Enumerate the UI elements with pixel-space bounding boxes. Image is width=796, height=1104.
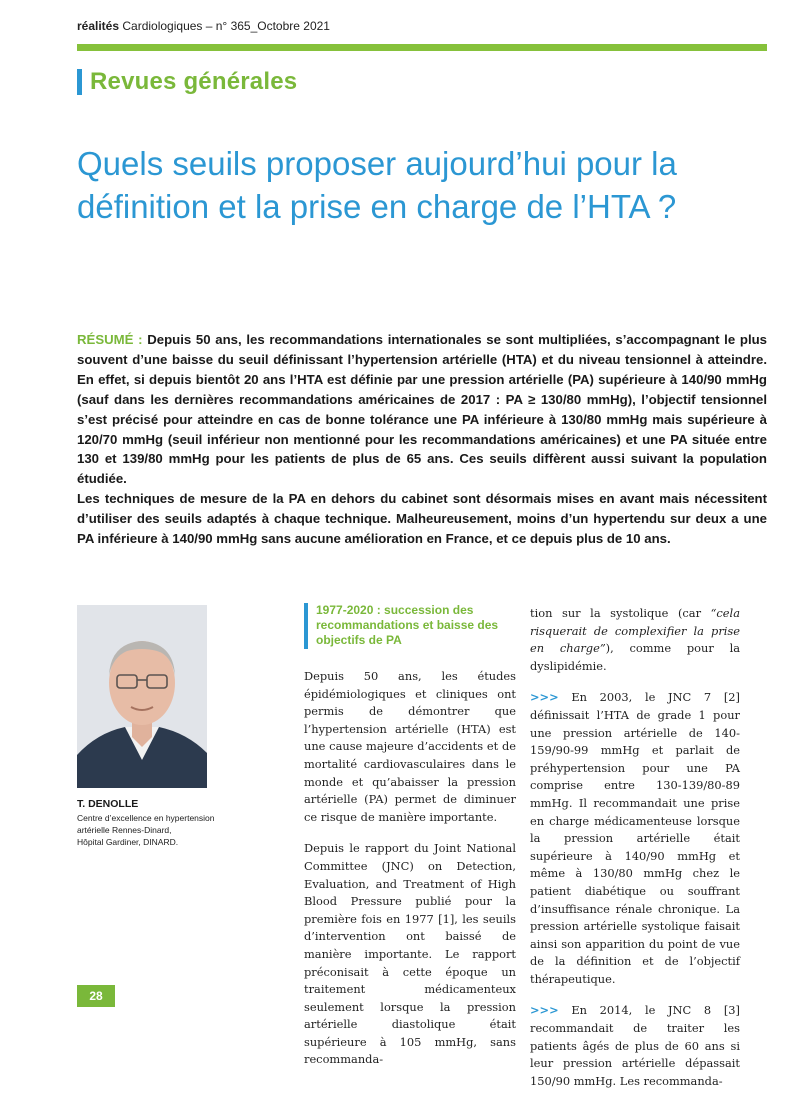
author-name: T. DENOLLE	[77, 798, 139, 810]
col2-paragraph-3	[530, 1002, 740, 1090]
abstract	[77, 330, 767, 549]
journal-name-bold: réalités	[77, 19, 120, 33]
col2-p1-start: tion sur la systolique (car	[530, 606, 711, 620]
author-block	[77, 798, 227, 848]
subheading-bar	[304, 603, 308, 649]
body-column-2	[530, 605, 740, 1104]
arrows-icon: >>>	[530, 1003, 559, 1018]
author-affiliation-2: Hôpital Gardiner, DINARD.	[77, 837, 179, 847]
abstract-paragraph-2: Les techniques de mesure de la PA en dehors du cabinet sont désormais mises en avant mais nécessitent d’utiliser des seuils adaptés à chaque technique. Malheureusement, moins d’un hypertendu sur deux a une PA inférieure à 140/90 mmHg sans aucune amélioration en France, et ce depuis plus de 10 ans.	[77, 491, 767, 547]
author-photo	[77, 605, 207, 788]
page-number: 28	[77, 985, 115, 1007]
col2-p3-text: En 2014, le JNC 8 [3] recommandait de traiter les patients âgés de plus de 60 ans si leur pression artérielle dépassait 150/90 mmHg. Les recommanda-	[530, 1003, 740, 1088]
author-portrait-illustration	[77, 605, 207, 788]
article-title: Quels seuils proposer aujourd’hui pour la définition et la prise en charge de l’HTA ?	[77, 145, 677, 225]
journal-header	[77, 19, 330, 33]
col2-paragraph-1	[530, 605, 740, 675]
col2-p2-text: En 2003, le JNC 7 [2] définissait l’HTA de grade 1 pour une pression artérielle de 140-159/90-99 mmHg et parlait de préhypertension pour une PA comprise entre 130-139/80-89 mmHg. Il recommandait une prise en charge médicamenteuse lorsque la pression artérielle était supérieure à 140/90 mmHg et même à 130/80 mmHg chez le patient diabétique ou souffrant d’insuffisance rénale chronique. La pression artérielle systolique faisait ainsi son apparition du point de vue de la définition et de l’objectif thérapeutique.	[530, 690, 740, 986]
body-column-1	[304, 668, 516, 1083]
col2-p1-end: ), comme pour la dyslipidémie.	[530, 641, 741, 673]
col1-paragraph-2: Depuis le rapport du Joint National Committee (JNC) on Detection, Evaluation, and Treatment of High Blood Pressure publié pour la première fois en 1977 [1], les seuils d’intervention ont baissé de manière importante. Le rapport préconisait à cette époque un traitement médicamenteux seulement lorsque la pression artérielle diastolique était supérieure à 105 mmHg, sans recommanda-	[304, 841, 516, 1067]
subheading-text: 1977-2020 : succession des recommandations et baisse des objectifs de PA	[316, 603, 499, 647]
abstract-keyword: RÉSUMÉ :	[77, 332, 143, 347]
header-rule	[77, 44, 767, 51]
author-affiliation-1: Centre d’excellence en hypertension artérielle Rennes-Dinard,	[77, 813, 215, 835]
abstract-paragraph-1	[77, 330, 767, 489]
col1-paragraph-1: Depuis 50 ans, les études épidémiologiques et cliniques ont permis de démontrer que l’hypertension artérielle (HTA) est une cause majeure d’accidents et de mortalité cardiovasculaires dans le monde et qu’abaisser la pression artérielle (PA) permet de diminuer ce risque de manière importante.	[304, 669, 516, 824]
section-label: Revues générales	[90, 68, 298, 95]
journal-issue: Cardiologiques – n° 365_Octobre 2021	[119, 19, 330, 33]
section-tag	[77, 67, 297, 97]
section-bar	[77, 69, 82, 95]
section-subheading	[304, 603, 516, 649]
col2-paragraph-2	[530, 689, 740, 988]
col2-p1-quote: “cela risquerait de complexifier la prise en charge”	[530, 606, 740, 656]
arrows-icon: >>>	[530, 690, 559, 705]
abstract-text-1: Depuis 50 ans, les recommandations internationales se sont multipliées, s’accompagnant le plus souvent d’une baisse du seuil définissant l’hypertension artérielle (HTA) et du niveau tensionnel à atteindre. En effet, si depuis bientôt 20 ans l’HTA est définie par une pression artérielle (PA) supérieure à 140/90 mmHg (sauf dans les dernières recommandations américaines de 2017 : PA ≥ 130/80 mmHg), l’objectif tensionnel s’est précisé pour atteindre en cas de bonne tolérance une PA inférieure à 130/80 mmHg mais supérieure à 120/70 mmHg (seuil inférieur non mentionné pour les recommandations américaines) et une PA située entre 130 et 139/80 mmHg pour les patients de plus de 65 ans. Ces seuils diffèrent aussi suivant la population étudiée.	[77, 332, 768, 487]
